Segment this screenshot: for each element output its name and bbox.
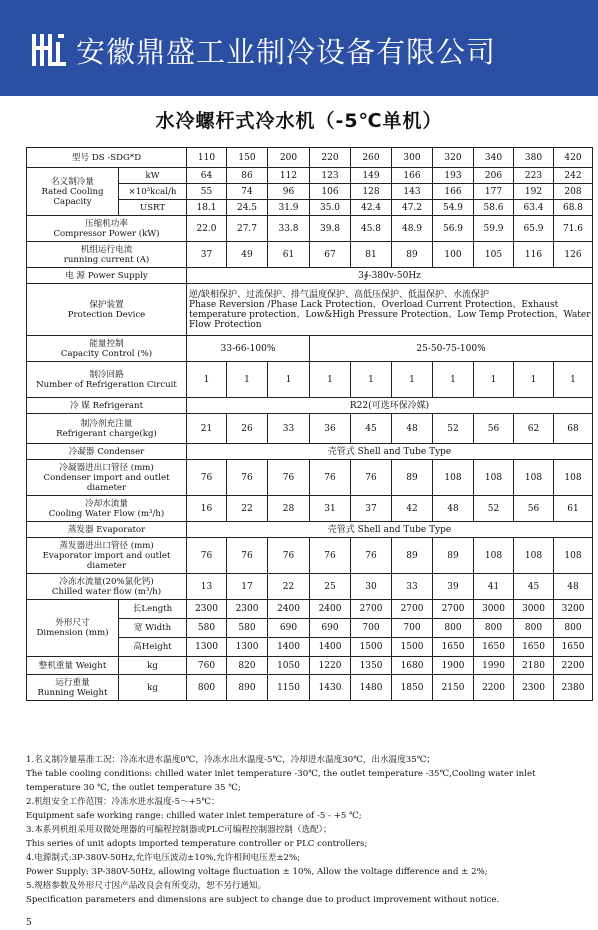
value-cell: 33 [392, 574, 433, 600]
value-cell: 61 [554, 496, 593, 522]
dimension-label [27, 600, 119, 657]
note-line: 5.规格参数及外形尺寸因产品改良会有所变动，恕不另行通知。 [26, 881, 267, 891]
value-cell: 52 [474, 496, 514, 522]
value-cell: 1 [392, 362, 433, 398]
value-cell: 192 [514, 184, 554, 200]
value-cell: 1850 [392, 675, 433, 701]
value-cell: 208 [554, 184, 593, 200]
value-cell: 96 [268, 184, 310, 200]
cell-line: 保护装置 [89, 299, 124, 310]
table-row [27, 414, 593, 444]
refrigerant-charge-label [27, 414, 187, 444]
value-cell: 800 [433, 619, 474, 638]
value-cell: 59.9 [474, 216, 514, 242]
cell-line: Cooling Water Flow (m³/h) [48, 508, 165, 519]
value-cell: 76 [310, 460, 351, 496]
value-cell: 39 [433, 574, 474, 600]
value-cell: 76 [227, 460, 268, 496]
value-cell: 128 [351, 184, 392, 200]
value-cell: 42.4 [351, 200, 392, 216]
value-cell: 89 [392, 242, 433, 268]
note-line: 2.机组安全工作范围：冷冻水进水温度-5～+5℃： [26, 797, 220, 807]
evaporator-pipe-label [27, 538, 187, 574]
value-cell: 166 [433, 184, 474, 200]
notes-section [26, 753, 592, 907]
value-cell: 52 [433, 414, 474, 444]
unit-cell: kW [119, 168, 187, 184]
value-cell: 86 [227, 168, 268, 184]
weight-label: 整机重量 Weight [27, 657, 119, 675]
unit-cell: ×10³kcal/h [119, 184, 187, 200]
value-cell: 100 [433, 242, 474, 268]
value-cell: 1680 [392, 657, 433, 675]
table-row [27, 657, 593, 675]
value-cell: 1150 [268, 675, 310, 701]
table-row [27, 148, 593, 168]
table-row [27, 460, 593, 496]
cell-line: 冷凝器进出口管径 (mm) [59, 462, 154, 473]
chilled-water-flow-label [27, 574, 187, 600]
capacity-control-value-a: 33-66-100% [187, 336, 310, 362]
cell-line: 冷却水流量 [85, 498, 128, 509]
refrigerant-label: 冷 媒 Refrigerant [27, 398, 187, 414]
value-cell: 420 [554, 148, 593, 168]
value-cell: 22 [227, 496, 268, 522]
cell-line: 名义制冷量 [51, 176, 94, 187]
value-cell: 1650 [554, 638, 593, 657]
value-cell: 1220 [310, 657, 351, 675]
value-cell: 45.8 [351, 216, 392, 242]
unit-cell: 宽 Width [119, 619, 187, 638]
value-cell: 580 [227, 619, 268, 638]
value-cell: 1350 [351, 657, 392, 675]
value-cell: 30 [351, 574, 392, 600]
value-cell: 33.8 [268, 216, 310, 242]
value-cell: 110 [187, 148, 227, 168]
cell-line: Compressor Power (kW) [53, 228, 160, 239]
value-cell: 48.9 [392, 216, 433, 242]
value-cell: 37 [351, 496, 392, 522]
value-cell: 76 [351, 538, 392, 574]
value-cell: 1900 [433, 657, 474, 675]
value-cell: 21 [187, 414, 227, 444]
value-cell: 206 [474, 168, 514, 184]
cell-line: 外形尺寸 [55, 618, 90, 628]
value-cell: 1500 [392, 638, 433, 657]
cell-line: Chilled water flow (m³/h) [51, 586, 162, 597]
table-row [27, 538, 593, 574]
value-cell: 149 [351, 168, 392, 184]
company-name: 安徽鼎盛工业制冷设备有限公司 [76, 35, 497, 69]
value-cell: 76 [310, 538, 351, 574]
value-cell: 2180 [514, 657, 554, 675]
note-line: Power Supply: 3P-380V-50Hz, allowing voltage fluctuation ± 10%, Allow the voltage difference and ± 2%; [26, 867, 488, 877]
value-cell: 800 [474, 619, 514, 638]
cell-line: Running Weight [37, 687, 108, 698]
value-cell: 108 [514, 460, 554, 496]
compressor-power-label [27, 216, 187, 242]
value-cell: 76 [227, 538, 268, 574]
value-cell: 41 [474, 574, 514, 600]
note-line: Equipment safe working range: chilled water inlet temperature of -5 - +5 ℃; [26, 811, 362, 821]
cell-line: 制冷回路 [89, 369, 124, 380]
table-row [27, 336, 593, 362]
value-cell: 260 [351, 148, 392, 168]
value-cell: 700 [351, 619, 392, 638]
value-cell: 150 [227, 148, 268, 168]
value-cell: 760 [187, 657, 227, 675]
value-cell: 3200 [554, 600, 593, 619]
value-cell: 108 [474, 460, 514, 496]
note-line: 3.本系列机组采用双微处理器的可编程控制器或PLC可编程控制器控制（选配）； [26, 825, 332, 835]
value-cell: 1400 [310, 638, 351, 657]
value-cell: 56 [474, 414, 514, 444]
capacity-control-label [27, 336, 187, 362]
value-cell: 108 [474, 538, 514, 574]
table-row [27, 242, 593, 268]
value-cell: 143 [392, 184, 433, 200]
cell-line: 逆/缺相保护、过流保护、排气温度保护、高低压保护、低温保护、水流保护 [189, 289, 490, 300]
value-cell: 2200 [554, 657, 593, 675]
table-row [27, 574, 593, 600]
value-cell: 1500 [351, 638, 392, 657]
cell-line: 机组运行电流 [80, 244, 133, 255]
value-cell: 35.0 [310, 200, 351, 216]
value-cell: 33 [268, 414, 310, 444]
value-cell: 22 [268, 574, 310, 600]
cell-line: Refrigerant charge(kg) [56, 428, 157, 439]
table-row [27, 522, 593, 538]
capacity-label [27, 168, 119, 216]
value-cell: 76 [187, 460, 227, 496]
value-cell: 89 [392, 460, 433, 496]
value-cell: 1650 [514, 638, 554, 657]
refrigerant-value: R22(可选环保冷媒) [187, 398, 593, 414]
value-cell: 64 [187, 168, 227, 184]
value-cell: 1480 [351, 675, 392, 701]
value-cell: 26 [227, 414, 268, 444]
value-cell: 1990 [474, 657, 514, 675]
value-cell: 2400 [268, 600, 310, 619]
value-cell: 700 [392, 619, 433, 638]
value-cell: 65.9 [514, 216, 554, 242]
value-cell: 76 [268, 460, 310, 496]
value-cell: 56 [514, 496, 554, 522]
cell-line: Rated Cooling Capacity [41, 186, 104, 207]
cell-line: 运行重量 [55, 677, 90, 688]
value-cell: 89 [433, 538, 474, 574]
cooling-water-flow-label [27, 496, 187, 522]
value-cell: 108 [433, 460, 474, 496]
value-cell: 2400 [310, 600, 351, 619]
value-cell: 74 [227, 184, 268, 200]
note-line: 1.名义制冷量基准工况：冷冻水进水温度0℃，冷冻水出水温度-5℃，冷却进水温度30℃，出水温度35℃； [26, 755, 435, 765]
value-cell: 1 [514, 362, 554, 398]
value-cell: 220 [310, 148, 351, 168]
value-cell: 58.6 [474, 200, 514, 216]
value-cell: 112 [268, 168, 310, 184]
cell-line: 能量控制 [89, 338, 124, 349]
table-row [27, 284, 593, 336]
value-cell: 800 [554, 619, 593, 638]
cell-line: 蒸发器进出口管径 (mm) [59, 540, 154, 551]
value-cell: 2300 [227, 600, 268, 619]
evaporator-value: 壳管式 Shell and Tube Type [187, 522, 593, 538]
value-cell: 1 [474, 362, 514, 398]
table-row [27, 444, 593, 460]
value-cell: 48 [392, 414, 433, 444]
table-row [27, 268, 593, 284]
value-cell: 62 [514, 414, 554, 444]
value-cell: 55 [187, 184, 227, 200]
value-cell: 800 [514, 619, 554, 638]
value-cell: 2700 [433, 600, 474, 619]
value-cell: 106 [310, 184, 351, 200]
value-cell: 123 [310, 168, 351, 184]
protection-label [27, 284, 187, 336]
value-cell: 1 [554, 362, 593, 398]
value-cell: 1650 [474, 638, 514, 657]
spec-table [26, 147, 593, 701]
value-cell: 31 [310, 496, 351, 522]
cell-line: Evaporator import and outlet diameter [42, 550, 171, 571]
cell-line: Number of Refrigeration Circuit [36, 379, 177, 390]
value-cell: 71.6 [554, 216, 593, 242]
value-cell: 68 [554, 414, 593, 444]
model-label: 型号 DS -SDG*D [27, 148, 187, 168]
value-cell: 242 [554, 168, 593, 184]
value-cell: 1430 [310, 675, 351, 701]
page-title: 水冷螺杆式冷水机（-5℃单机） [155, 110, 443, 132]
value-cell: 42 [392, 496, 433, 522]
value-cell: 166 [392, 168, 433, 184]
value-cell: 3000 [474, 600, 514, 619]
value-cell: 1 [268, 362, 310, 398]
value-cell: 63.4 [514, 200, 554, 216]
note-line: Specification parameters and dimensions are subject to change due to product improvement without notice. [26, 895, 500, 905]
value-cell: 47.2 [392, 200, 433, 216]
value-cell: 1300 [187, 638, 227, 657]
cell-line: 冷冻水流量(20%氯化钙) [59, 576, 154, 587]
table-row [27, 216, 593, 242]
value-cell: 690 [310, 619, 351, 638]
value-cell: 22.0 [187, 216, 227, 242]
unit-cell: kg [119, 657, 187, 675]
value-cell: 48 [554, 574, 593, 600]
page-number: 5 [26, 918, 32, 928]
value-cell: 61 [268, 242, 310, 268]
value-cell: 105 [474, 242, 514, 268]
value-cell: 1300 [227, 638, 268, 657]
value-cell: 17 [227, 574, 268, 600]
table-row [27, 675, 593, 701]
header-banner [0, 0, 598, 96]
value-cell: 28 [268, 496, 310, 522]
unit-cell: kg [119, 675, 187, 701]
value-cell: 36 [310, 414, 351, 444]
unit-cell: 高Height [119, 638, 187, 657]
value-cell: 193 [433, 168, 474, 184]
cell-line: 制冷剂充注量 [80, 418, 133, 429]
unit-cell: 长Length [119, 600, 187, 619]
table-row [27, 600, 593, 619]
value-cell: 45 [351, 414, 392, 444]
value-cell: 1 [433, 362, 474, 398]
value-cell: 13 [187, 574, 227, 600]
value-cell: 1 [187, 362, 227, 398]
protection-value [187, 284, 593, 336]
value-cell: 39.8 [310, 216, 351, 242]
refrigeration-circuit-label [27, 362, 187, 398]
value-cell: 380 [514, 148, 554, 168]
power-supply-value: 3∮-380v-50Hz [187, 268, 593, 284]
unit-cell: USRT [119, 200, 187, 216]
value-cell: 25 [310, 574, 351, 600]
value-cell: 690 [268, 619, 310, 638]
value-cell: 223 [514, 168, 554, 184]
value-cell: 76 [268, 538, 310, 574]
value-cell: 2300 [514, 675, 554, 701]
value-cell: 2300 [187, 600, 227, 619]
cell-line: Condenser import and outlet diameter [43, 472, 170, 493]
value-cell: 54.9 [433, 200, 474, 216]
capacity-control-value-b: 25-50-75-100% [310, 336, 593, 362]
value-cell: 580 [187, 619, 227, 638]
value-cell: 800 [187, 675, 227, 701]
value-cell: 2700 [392, 600, 433, 619]
company-logo-icon [28, 30, 68, 70]
value-cell: 81 [351, 242, 392, 268]
cell-line: Dimension (mm) [36, 628, 109, 638]
value-cell: 24.5 [227, 200, 268, 216]
value-cell: 126 [554, 242, 593, 268]
value-cell: 116 [514, 242, 554, 268]
table-row [27, 168, 593, 184]
value-cell: 37 [187, 242, 227, 268]
value-cell: 177 [474, 184, 514, 200]
cell-line: Capacity Control (%) [60, 348, 153, 359]
value-cell: 108 [554, 460, 593, 496]
value-cell: 890 [227, 675, 268, 701]
value-cell: 48 [433, 496, 474, 522]
value-cell: 320 [433, 148, 474, 168]
value-cell: 16 [187, 496, 227, 522]
value-cell: 2200 [474, 675, 514, 701]
note-line: 4.电源制式:3P-380V-50Hz,允许电压波动±10%,允许相间电压差±2%; [26, 853, 301, 863]
condenser-label: 冷凝器 Condenser [27, 444, 187, 460]
evaporator-label: 蒸发器 Evaporator [27, 522, 187, 538]
value-cell: 76 [187, 538, 227, 574]
value-cell: 1050 [268, 657, 310, 675]
value-cell: 300 [392, 148, 433, 168]
value-cell: 45 [514, 574, 554, 600]
table-row [27, 398, 593, 414]
value-cell: 2700 [351, 600, 392, 619]
value-cell: 1 [351, 362, 392, 398]
value-cell: 89 [392, 538, 433, 574]
value-cell: 1 [310, 362, 351, 398]
cell-line: 压缩机功率 [85, 218, 128, 229]
value-cell: 1400 [268, 638, 310, 657]
value-cell: 200 [268, 148, 310, 168]
value-cell: 2380 [554, 675, 593, 701]
value-cell: 18.1 [187, 200, 227, 216]
running-current-label [27, 242, 187, 268]
value-cell: 108 [554, 538, 593, 574]
value-cell: 68.8 [554, 200, 593, 216]
value-cell: 56.9 [433, 216, 474, 242]
condenser-pipe-label [27, 460, 187, 496]
cell-line: Protection Device [67, 309, 146, 320]
cell-line: Phase Reversion /Phase Lack Protection、Overload Current Protection、Exhaust temperature protection、Low&High Pressure Protection、Low Temp Protection、Water Flow Protection [189, 299, 591, 330]
value-cell: 340 [474, 148, 514, 168]
value-cell: 76 [351, 460, 392, 496]
value-cell: 2150 [433, 675, 474, 701]
running-weight-label [27, 675, 119, 701]
value-cell: 67 [310, 242, 351, 268]
value-cell: 108 [514, 538, 554, 574]
table-row [27, 496, 593, 522]
condenser-value: 壳管式 Shell and Tube Type [187, 444, 593, 460]
value-cell: 31.9 [268, 200, 310, 216]
note-line: This series of unit adopts imported temperature controller or PLC controllers; [26, 839, 368, 849]
value-cell: 27.7 [227, 216, 268, 242]
value-cell: 1650 [433, 638, 474, 657]
table-row [27, 362, 593, 398]
value-cell: 49 [227, 242, 268, 268]
power-supply-label: 电 源 Power Supply [27, 268, 187, 284]
cell-line: running current (A) [63, 254, 150, 265]
value-cell: 1 [227, 362, 268, 398]
value-cell: 820 [227, 657, 268, 675]
note-line: The table cooling conditions: chilled water inlet temperature -30℃, the outlet temperature -35℃,Cooling water inlet temperature 30 ℃, the outlet temperature 35 ℃; [26, 769, 536, 793]
value-cell: 3000 [514, 600, 554, 619]
